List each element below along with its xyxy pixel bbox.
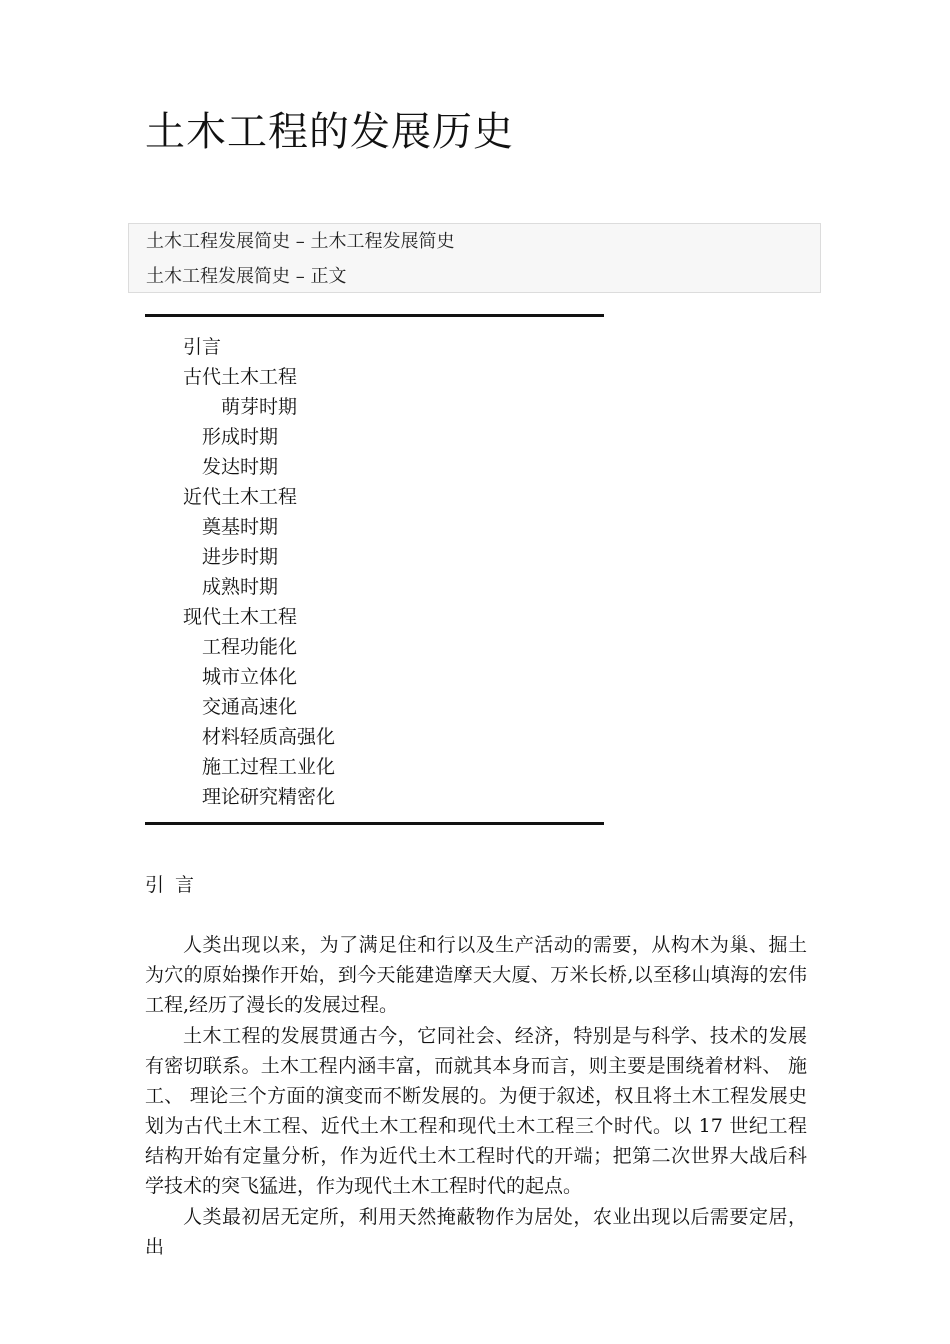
toc-item-urban-3d[interactable]: 城市立体化	[202, 666, 298, 688]
toc-item-ancient-formation[interactable]: 形成时期	[202, 426, 279, 448]
section-heading-introduction: 引言	[145, 874, 206, 896]
body-paragraph: 人类最初居无定所，利用天然掩蔽物作为居处，农业出现以后需要定居，出	[145, 1206, 807, 1258]
toc-item-industrialized-construction[interactable]: 施工过程工业化	[202, 756, 336, 778]
breadcrumb-item-main-text[interactable]: 土木工程发展简史 – 正文	[146, 266, 347, 287]
toc-item-maturity[interactable]: 成熟时期	[202, 576, 279, 598]
toc-top-divider	[145, 314, 604, 317]
toc-item-precise-theory[interactable]: 理论研究精密化	[202, 786, 336, 808]
toc-item-foundation[interactable]: 奠基时期	[202, 516, 279, 538]
toc-item-lightweight-materials[interactable]: 材料轻质高强化	[202, 726, 336, 748]
toc-item-ancient[interactable]: 古代土木工程	[183, 366, 298, 388]
breadcrumb	[128, 223, 821, 293]
toc-item-modern-era[interactable]: 近代土木工程	[183, 486, 298, 508]
breadcrumb-item-overview[interactable]: 土木工程发展简史 – 土木工程发展简史	[146, 231, 455, 252]
toc-item-high-speed-traffic[interactable]: 交通高速化	[202, 696, 298, 718]
toc-item-ancient-flourishing[interactable]: 发达时期	[202, 456, 279, 478]
toc-item-introduction[interactable]: 引言	[183, 336, 222, 358]
body-paragraph: 人类出现以来，为了满足住和行以及生产活动的需要，从构木为巢、掘土为穴的原始操作开始，到今天能建造摩天大厦、万米长桥,以至移山填海的宏伟工程,经历了漫长的发展过程。	[145, 934, 807, 1016]
toc-item-contemporary[interactable]: 现代土木工程	[183, 606, 298, 628]
toc-bottom-divider	[145, 822, 604, 825]
toc-item-functional[interactable]: 工程功能化	[202, 636, 298, 658]
toc-item-ancient-sprouting[interactable]: 萌芽时期	[221, 396, 298, 418]
page-title: 土木工程的发展历史	[145, 109, 514, 155]
toc-item-progress[interactable]: 进步时期	[202, 546, 279, 568]
body-paragraph: 土木工程的发展贯通古今，它同社会、经济，特别是与科学、技术的发展有密切联系。土木工程内涵丰富，而就其本身而言，则主要是围绕着材料、 施工、 理论三个方面的演变而不断发展的。为便于叙述，权且将土木工程发展史划为古代土木工程、近代土木工程和现代土木工程三个时代。以 17 世纪工程结构开始有定量分析，作为近代土木工程时代的开端；把第二次世界大战后科学技术的突飞猛进，作为现代土木工程时代的起点。	[145, 1025, 807, 1197]
